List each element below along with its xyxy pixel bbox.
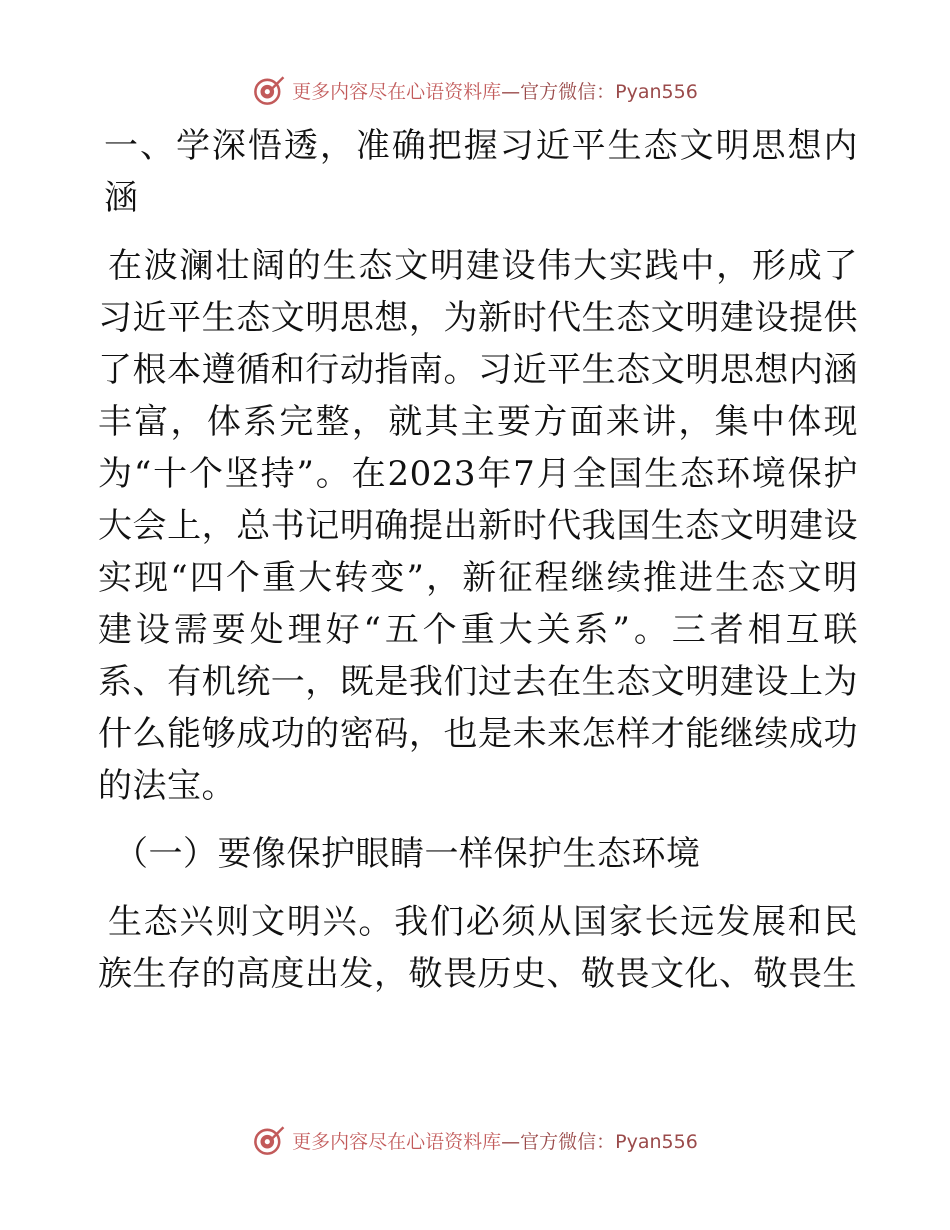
document-body — [98, 120, 858, 1016]
subsection-heading: （一）要像保护眼睛一样保护生态环境 — [114, 834, 701, 874]
watermark-contact-text: —官方微信：Pyan556 — [501, 1130, 698, 1153]
pen-nib-seal-icon — [252, 1123, 286, 1157]
section-heading: 一、学深悟透，准确把握习近平生态文明思想内涵 — [104, 126, 858, 218]
watermark-contact-text: —官方微信：Pyan556 — [501, 80, 698, 103]
watermark-banner-top — [0, 70, 950, 110]
body-paragraph: 生态兴则文明兴。我们必须从国家长远发展和民族生存的高度出发，敬畏历史、敬畏文化、敬畏生 — [98, 902, 858, 994]
watermark-lead-text: 更多内容尽在心语资料库 — [292, 80, 502, 103]
watermark-lead-text: 更多内容尽在心语资料库 — [292, 1130, 502, 1153]
pen-nib-seal-icon — [252, 73, 286, 107]
body-paragraph: 在波澜壮阔的生态文明建设伟大实践中，形成了习近平生态文明思想，为新时代生态文明建设提供了根本遵循和行动指南。习近平生态文明思想内涵丰富，体系完整，就其主要方面来讲，集中体现为“十个坚持”。在2023年7月全国生态环境保护大会上，总书记明确提出新时代我国生态文明建设实现“四个重大转变”，新征程继续推进生态文明建设需要处理好“五个重大关系”。三者相互联系、有机统一，既是我们过去在生态文明建设上为什么能够成功的密码，也是未来怎样才能继续成功的法宝。 — [98, 246, 858, 806]
watermark-banner-bottom — [0, 1120, 950, 1160]
